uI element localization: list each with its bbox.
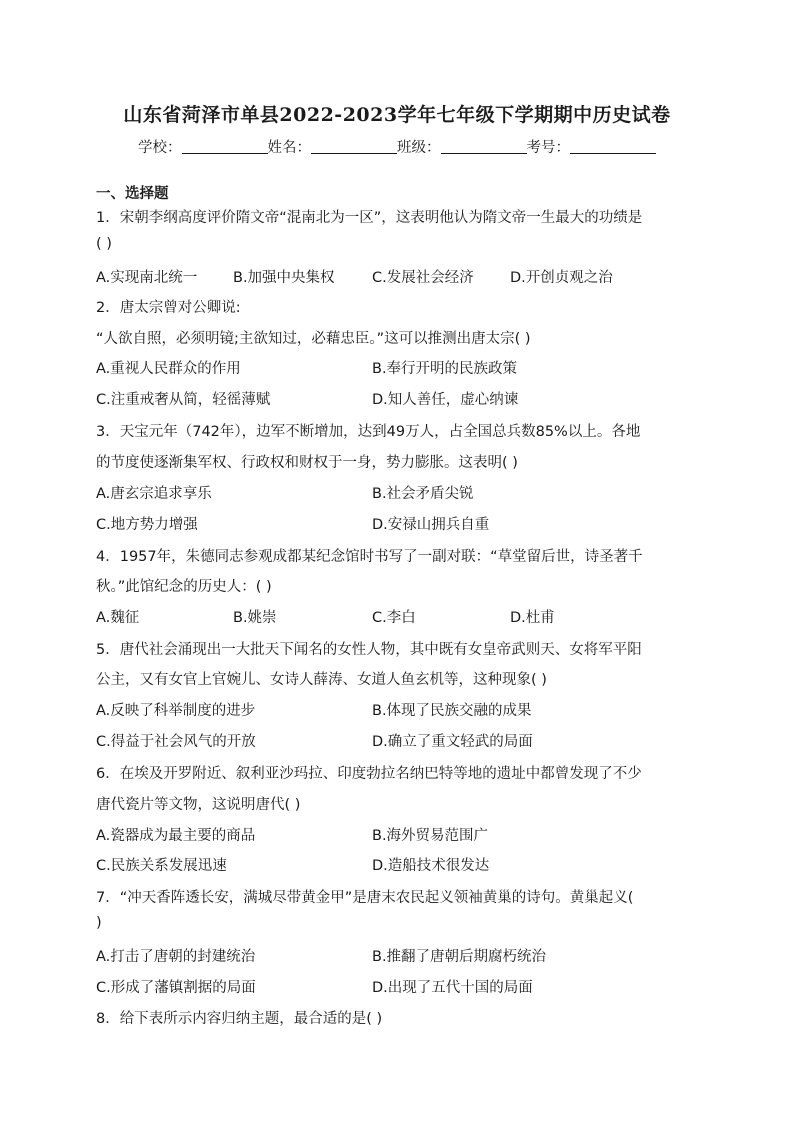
question-1-option-c: C.发展社会经济 bbox=[372, 270, 474, 286]
school-blank[interactable] bbox=[182, 139, 268, 154]
question-3-stem: 3．天宝元年（742年），边军不断增加，达到49万人，占全国总兵数85%以上。各地 bbox=[96, 424, 641, 440]
question-4-option-d: D.杜甫 bbox=[510, 610, 555, 626]
question-5-option-c: C.得益于社会风气的开放 bbox=[96, 734, 256, 750]
question-3-option-c: C.地方势力增强 bbox=[96, 517, 198, 533]
question-6-option-b: B.海外贸易范围广 bbox=[372, 828, 489, 844]
question-6-option-c: C.民族关系发展迅速 bbox=[96, 858, 227, 874]
class-label: 班级： bbox=[397, 140, 441, 156]
number-label: 考号： bbox=[526, 140, 570, 156]
student-info-row bbox=[0, 136, 794, 157]
class-blank[interactable] bbox=[441, 139, 527, 154]
question-7-option-d: D.出现了五代十国的局面 bbox=[372, 980, 533, 996]
question-7-option-c: C.形成了藩镇割据的局面 bbox=[96, 980, 256, 996]
question-8-stem: 8．给下表所示内容归纳主题，最合适的是( ) bbox=[96, 1011, 383, 1027]
question-2-stem: 2．唐太宗曾对公卿说: bbox=[96, 300, 241, 316]
question-5-stem-cont: 公主，又有女官上官婉儿、女诗人薛涛、女道人鱼玄机等，这种现象( ) bbox=[96, 672, 547, 688]
question-7-option-b: B.推翻了唐朝后期腐朽统治 bbox=[372, 949, 547, 965]
exam-title: 山东省菏泽市单县2022-2023学年七年级下学期期中历史试卷 bbox=[123, 104, 671, 126]
question-7-option-a: A.打击了唐朝的封建统治 bbox=[96, 949, 256, 965]
question-4-stem: 4．1957年，朱德同志参观成都某纪念馆时书写了一副对联：“草堂留后世，诗圣著千 bbox=[96, 549, 643, 565]
question-4-option-c: C.李白 bbox=[372, 610, 416, 626]
name-label: 姓名： bbox=[267, 140, 311, 156]
question-7-stem-cont: ) bbox=[96, 915, 102, 931]
question-2-option-d: D.知人善任，虚心纳谏 bbox=[372, 392, 519, 408]
question-3-option-b: B.社会矛盾尖锐 bbox=[372, 486, 474, 502]
question-2-option-b: B.奉行开明的民族政策 bbox=[372, 361, 518, 377]
question-4-option-a: A.魏征 bbox=[96, 610, 140, 626]
question-6-option-d: D.造船技术很发达 bbox=[372, 858, 490, 874]
question-5-option-d: D.确立了重文轻武的局面 bbox=[372, 734, 533, 750]
question-2-option-a: A.重视人民群众的作用 bbox=[96, 361, 241, 377]
question-1-option-b: B.加强中央集权 bbox=[233, 270, 335, 286]
question-6-option-a: A.瓷器成为最主要的商品 bbox=[96, 828, 256, 844]
section-heading: 一、选择题 bbox=[96, 186, 169, 202]
question-1-stem-cont: ( ) bbox=[96, 236, 112, 252]
school-label: 学校： bbox=[138, 140, 182, 156]
number-blank[interactable] bbox=[570, 139, 656, 154]
question-3-option-a: A.唐玄宗追求享乐 bbox=[96, 486, 212, 502]
question-4-option-b: B.姚崇 bbox=[233, 610, 277, 626]
question-2-option-c: C.注重戒奢从简，轻徭薄赋 bbox=[96, 392, 271, 408]
question-6-stem-cont: 唐代瓷片等文物，这说明唐代( ) bbox=[96, 797, 301, 813]
name-blank[interactable] bbox=[311, 139, 397, 154]
question-1-option-a: A.实现南北统一 bbox=[96, 270, 198, 286]
question-3-stem-cont: 的节度使逐渐集军权、行政权和财权于一身，势力膨胀。这表明( ) bbox=[96, 455, 518, 471]
question-7-stem: 7．“冲天香阵透长安，满城尽带黄金甲”是唐末农民起义领袖黄巢的诗句。黄巢起义( bbox=[96, 890, 634, 906]
question-4-stem-cont: 秋。”此馆纪念的历史人：( ) bbox=[96, 579, 272, 595]
question-3-option-d: D.安禄山拥兵自重 bbox=[372, 517, 490, 533]
question-1-stem: 1．宋朝李纲高度评价隋文帝“混南北为一区”，这表明他认为隋文帝一生最大的功绩是 bbox=[96, 210, 643, 226]
question-5-option-a: A.反映了科举制度的进步 bbox=[96, 703, 256, 719]
question-5-option-b: B.体现了民族交融的成果 bbox=[372, 703, 532, 719]
question-6-stem: 6．在埃及开罗附近、叙利亚沙玛拉、印度勃拉名纳巴特等地的遗址中都曾发现了不少 bbox=[96, 766, 642, 782]
question-5-stem: 5．唐代社会涌现出一大批天下闻名的女性人物，其中既有女皇帝武则天、女将军平阳 bbox=[96, 642, 642, 658]
question-2-stem-cont: “人欲自照，必须明镜;主欲知过，必藉忠臣。”这可以推测出唐太宗( ) bbox=[96, 331, 531, 347]
question-1-option-d: D.开创贞观之治 bbox=[510, 270, 613, 286]
